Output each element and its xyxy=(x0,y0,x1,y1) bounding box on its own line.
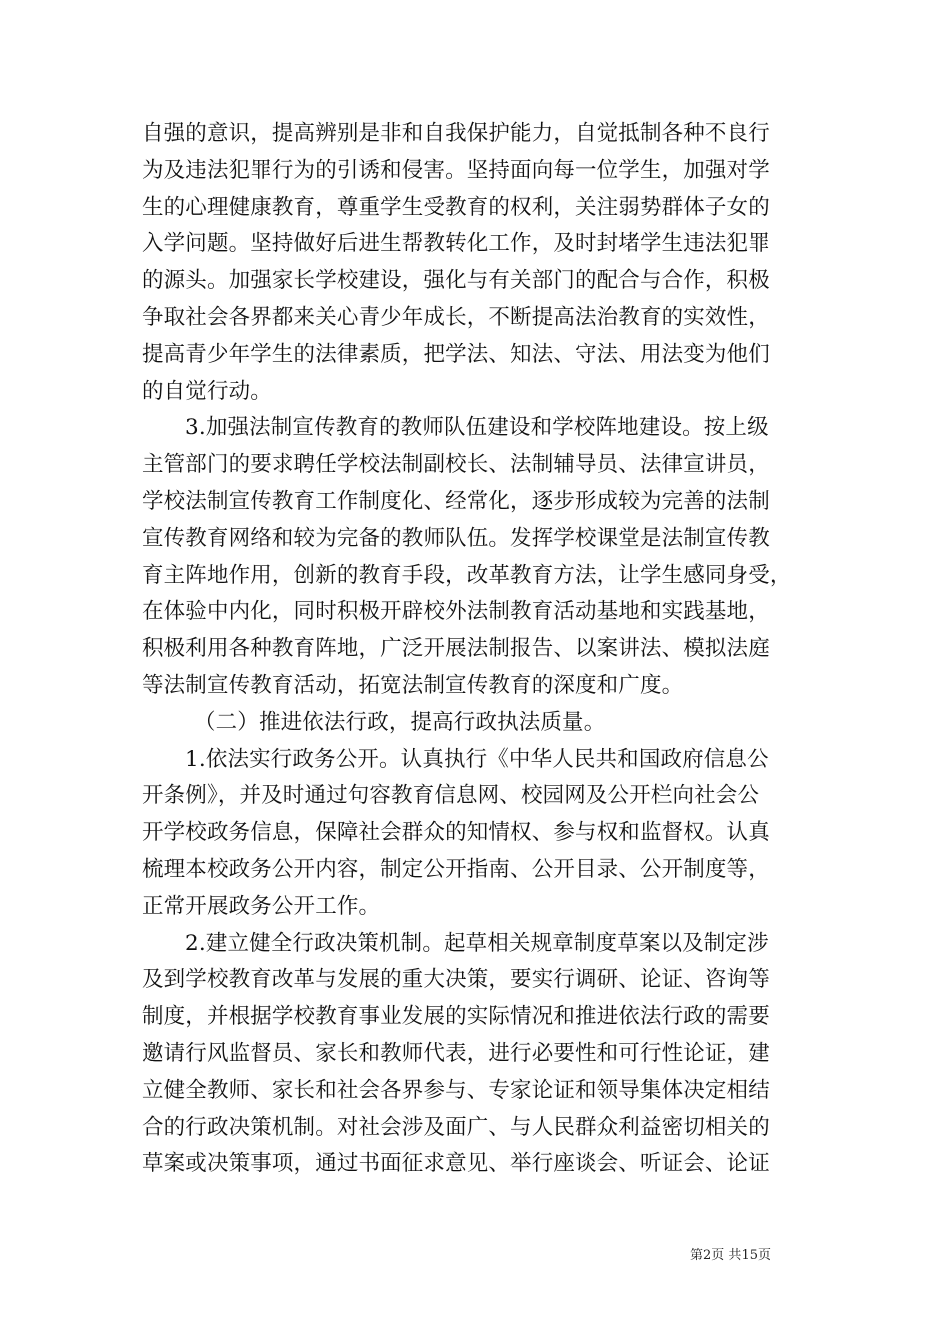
page-number-total: 15 xyxy=(741,1248,758,1263)
text-line: 为及违法犯罪行为的引诱和侵害。坚持面向每一位学生，加强对学 xyxy=(142,157,770,183)
page-number-current: 2 xyxy=(703,1248,712,1263)
text-line: 及到学校教育改革与发展的重大决策，要实行调研、论证、咨询等 xyxy=(142,967,770,993)
text-line: 争取社会各界都来关心青少年成长，不断提高法治教育的实效性， xyxy=(142,304,770,330)
text-line: 的源头。加强家长学校建设，强化与有关部门的配合与合作，积极 xyxy=(142,268,770,294)
text-line: 开学校政务信息，保障社会群众的知情权、参与权和监督权。认真 xyxy=(142,820,770,846)
text-line: 的自觉行动。 xyxy=(142,378,272,404)
text-line: 在体验中内化，同时积极开辟校外法制教育活动基地和实践基地， xyxy=(142,599,770,625)
text-line: 草案或决策事项，通过书面征求意见、举行座谈会、听证会、论证 xyxy=(142,1151,770,1177)
document-body xyxy=(142,116,808,1183)
text-line: 正常开展政务公开工作。 xyxy=(142,893,381,919)
text-line: 育主阵地作用，创新的教育手段，改革教育方法，让学生感同身受， xyxy=(142,562,792,588)
page-footer xyxy=(690,1248,830,1264)
page-footer-suffix: 页 xyxy=(757,1248,771,1263)
text-line: 生的心理健康教育，尊重学生受教育的权利，关注弱势群体子女的 xyxy=(142,194,770,220)
text-line: 邀请行风监督员、家长和教师代表，进行必要性和可行性论证，建 xyxy=(142,1040,770,1066)
paragraph-start-line: 1.依法实行政务公开。认真执行《中华人民共和国政府信息公 xyxy=(185,746,769,772)
paragraph-start-line: 2.建立健全行政决策机制。起草相关规章制度草案以及制定涉 xyxy=(185,930,769,956)
text-line: 制度，并根据学校教育事业发展的实际情况和推进依法行政的需要 xyxy=(142,1004,770,1030)
text-line: 等法制宣传教育活动，拓宽法制宣传教育的深度和广度。 xyxy=(142,672,684,698)
text-line: 主管部门的要求聘任学校法制副校长、法制辅导员、法律宣讲员， xyxy=(142,452,770,478)
text-line: 积极利用各种教育阵地，广泛开展法制报告、以案讲法、模拟法庭 xyxy=(142,636,770,662)
text-line: 立健全教师、家长和社会各界参与、专家论证和领导集体决定相结 xyxy=(142,1077,770,1103)
text-line: 开条例》，并及时通过句容教育信息网、校园网及公开栏向社会公 xyxy=(142,783,760,809)
text-line: 合的行政决策机制。对社会涉及面广、与人民群众利益密切相关的 xyxy=(142,1114,770,1140)
text-line: 入学问题。坚持做好后进生帮教转化工作，及时封堵学生违法犯罪 xyxy=(142,231,770,257)
text-line: 学校法制宣传教育工作制度化、经常化，逐步形成较为完善的法制 xyxy=(142,488,770,514)
text-line: 宣传教育网络和较为完备的教师队伍。发挥学校课堂是法制宣传教 xyxy=(142,525,770,551)
text-line: 梳理本校政务公开内容，制定公开指南、公开目录、公开制度等， xyxy=(142,856,770,882)
text-line: 提高青少年学生的法律素质，把学法、知法、守法、用法变为他们 xyxy=(142,341,770,367)
paragraph-start-line: 3.加强法制宣传教育的教师队伍建设和学校阵地建设。按上级 xyxy=(185,415,769,441)
section-heading: （二）推进依法行政，提高行政执法质量。 xyxy=(194,709,606,735)
page-footer-middle: 页 共 xyxy=(711,1248,742,1263)
text-line: 自强的意识，提高辨别是非和自我保护能力，自觉抵制各种不良行 xyxy=(142,121,770,146)
page-footer-prefix: 第 xyxy=(690,1248,704,1263)
